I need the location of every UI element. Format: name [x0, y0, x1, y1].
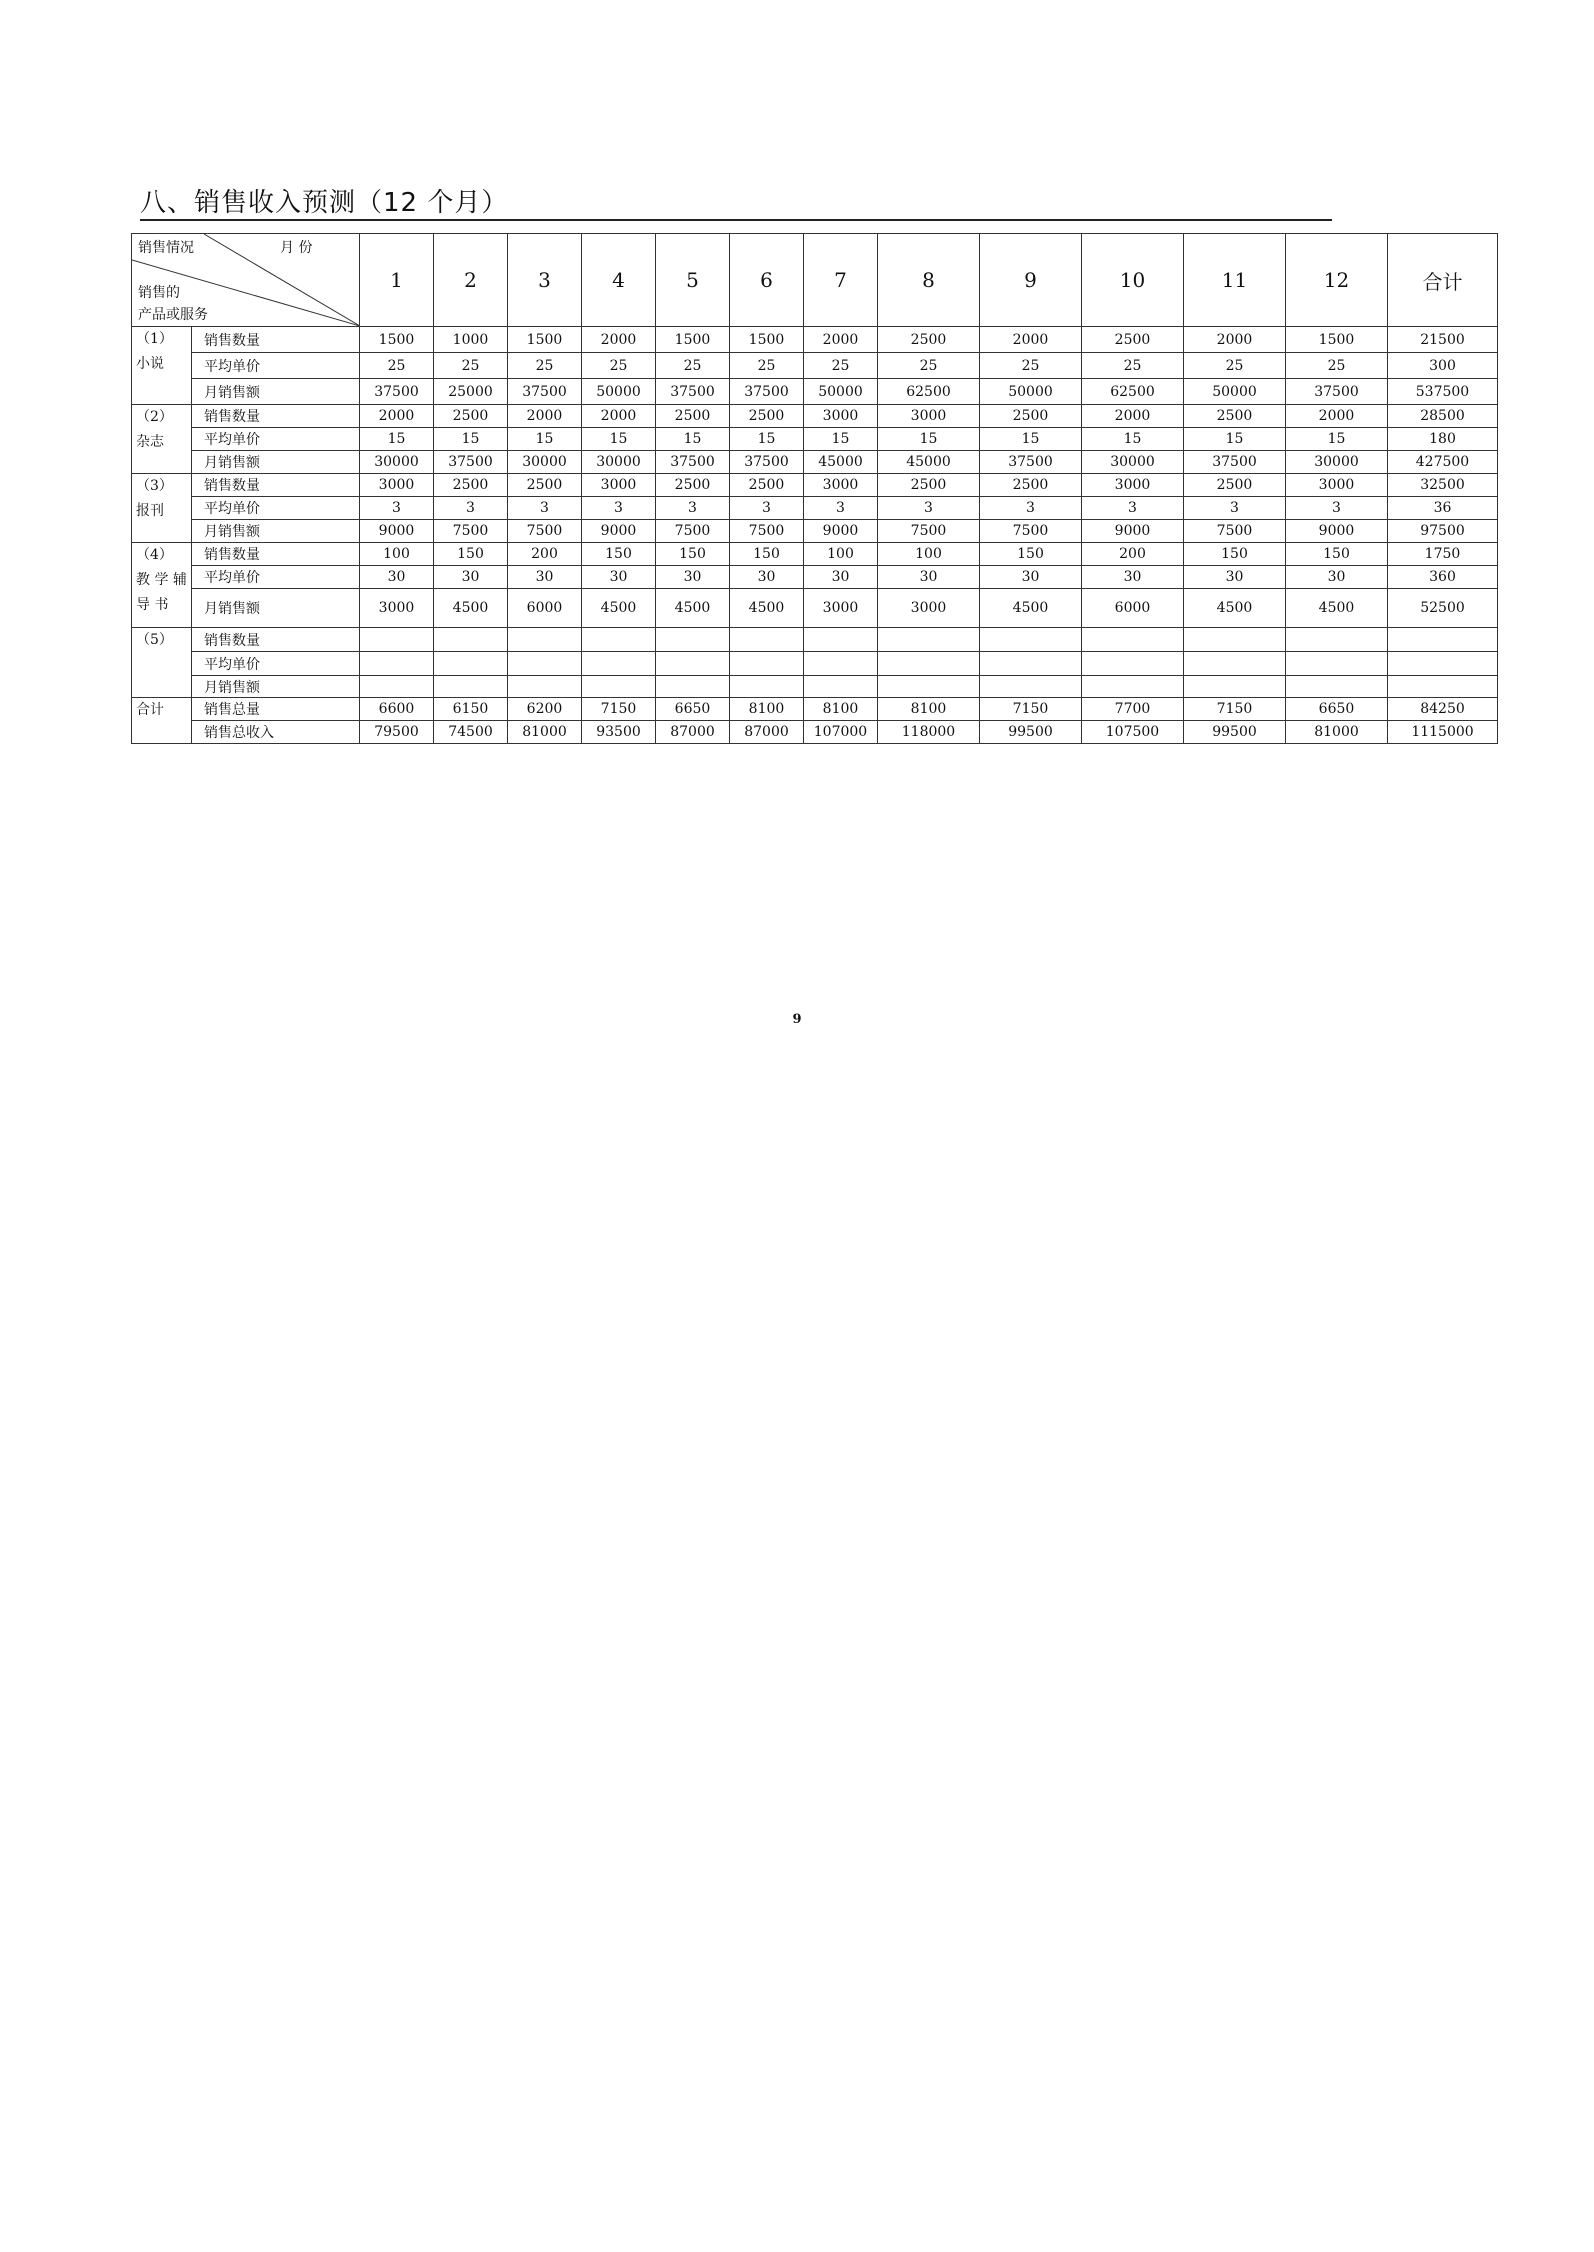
- value-cell: 30: [804, 566, 878, 589]
- total-cell: 427500: [1388, 451, 1498, 474]
- value-cell: 2500: [730, 405, 804, 428]
- total-cell: 360: [1388, 566, 1498, 589]
- value-cell: [730, 628, 804, 652]
- value-cell: [582, 676, 656, 698]
- value-cell: 15: [582, 428, 656, 451]
- value-cell: 1500: [730, 327, 804, 353]
- value-cell: [508, 676, 582, 698]
- total-cell: [1388, 652, 1498, 676]
- value-cell: 25: [582, 353, 656, 379]
- value-cell: [656, 652, 730, 676]
- value-cell: 3: [656, 497, 730, 520]
- row-label-cell: 月销售额: [192, 676, 360, 698]
- value-cell: 50000: [980, 379, 1082, 405]
- value-cell: 37500: [508, 379, 582, 405]
- value-cell: 150: [434, 543, 508, 566]
- value-cell: 3000: [804, 405, 878, 428]
- value-cell: 3: [508, 497, 582, 520]
- value-cell: 4500: [1286, 589, 1388, 628]
- value-cell: 99500: [1184, 721, 1286, 744]
- value-cell: 4500: [582, 589, 656, 628]
- value-cell: 45000: [878, 451, 980, 474]
- value-cell: [1082, 676, 1184, 698]
- header-products-line1: 销售的: [138, 285, 180, 301]
- value-cell: 118000: [878, 721, 980, 744]
- month-header-cell: 合计: [1388, 234, 1498, 327]
- value-cell: [656, 628, 730, 652]
- value-cell: 1500: [360, 327, 434, 353]
- value-cell: 4500: [980, 589, 1082, 628]
- table-header-row: [132, 234, 1498, 327]
- value-cell: 3: [434, 497, 508, 520]
- value-cell: 2500: [730, 474, 804, 497]
- value-cell: 6000: [508, 589, 582, 628]
- table-row: [132, 497, 1498, 520]
- value-cell: 9000: [804, 520, 878, 543]
- row-label-cell: 月销售额: [192, 589, 360, 628]
- value-cell: [804, 652, 878, 676]
- month-header-cell: 1: [360, 234, 434, 327]
- value-cell: 3000: [1286, 474, 1388, 497]
- value-cell: 30000: [1082, 451, 1184, 474]
- value-cell: [730, 652, 804, 676]
- value-cell: 25: [730, 353, 804, 379]
- value-cell: 100: [360, 543, 434, 566]
- value-cell: 7150: [1184, 698, 1286, 721]
- month-header-cell: 9: [980, 234, 1082, 327]
- value-cell: 6000: [1082, 589, 1184, 628]
- value-cell: [1286, 676, 1388, 698]
- value-cell: 3: [582, 497, 656, 520]
- value-cell: 2500: [878, 474, 980, 497]
- value-cell: 15: [730, 428, 804, 451]
- value-cell: 2500: [1184, 474, 1286, 497]
- table-row: [132, 698, 1498, 721]
- table-row: [132, 451, 1498, 474]
- month-header-cell: 8: [878, 234, 980, 327]
- value-cell: [1082, 652, 1184, 676]
- value-cell: [730, 676, 804, 698]
- total-cell: [1388, 628, 1498, 652]
- row-label-cell: 销售数量: [192, 628, 360, 652]
- value-cell: 6150: [434, 698, 508, 721]
- total-cell: [1388, 676, 1498, 698]
- value-cell: 3000: [804, 589, 878, 628]
- month-header-cell: 3: [508, 234, 582, 327]
- value-cell: 37500: [434, 451, 508, 474]
- total-cell: 180: [1388, 428, 1498, 451]
- table-row: [132, 543, 1498, 566]
- month-header-cell: 12: [1286, 234, 1388, 327]
- value-cell: [434, 628, 508, 652]
- value-cell: 9000: [1082, 520, 1184, 543]
- value-cell: 1500: [656, 327, 730, 353]
- value-cell: 3: [730, 497, 804, 520]
- value-cell: [980, 628, 1082, 652]
- value-cell: 37500: [980, 451, 1082, 474]
- value-cell: 25: [434, 353, 508, 379]
- value-cell: 150: [582, 543, 656, 566]
- header-sales-status: 销售情况: [138, 240, 194, 256]
- table-row: [132, 405, 1498, 428]
- value-cell: 87000: [656, 721, 730, 744]
- value-cell: 81000: [1286, 721, 1388, 744]
- total-cell: 300: [1388, 353, 1498, 379]
- value-cell: 3000: [582, 474, 656, 497]
- value-cell: 2000: [582, 405, 656, 428]
- value-cell: 30000: [582, 451, 656, 474]
- value-cell: 3: [1286, 497, 1388, 520]
- table-row: [132, 721, 1498, 744]
- value-cell: 30: [434, 566, 508, 589]
- total-cell: 28500: [1388, 405, 1498, 428]
- value-cell: 15: [656, 428, 730, 451]
- sales-forecast-table: [131, 233, 1498, 744]
- value-cell: 150: [730, 543, 804, 566]
- row-label-cell: 销售数量: [192, 405, 360, 428]
- month-header-cell: 10: [1082, 234, 1184, 327]
- value-cell: 200: [508, 543, 582, 566]
- value-cell: 3: [804, 497, 878, 520]
- total-cell: 1750: [1388, 543, 1498, 566]
- value-cell: 30000: [360, 451, 434, 474]
- value-cell: 7500: [508, 520, 582, 543]
- month-header-cell: 11: [1184, 234, 1286, 327]
- month-header-cell: 6: [730, 234, 804, 327]
- value-cell: 9000: [1286, 520, 1388, 543]
- value-cell: 6200: [508, 698, 582, 721]
- value-cell: 30: [656, 566, 730, 589]
- value-cell: 25: [980, 353, 1082, 379]
- value-cell: 3000: [360, 589, 434, 628]
- value-cell: 15: [878, 428, 980, 451]
- value-cell: 15: [1082, 428, 1184, 451]
- value-cell: 2000: [508, 405, 582, 428]
- table-row: [132, 379, 1498, 405]
- product-group-cell: 合计: [132, 698, 192, 744]
- value-cell: 2500: [508, 474, 582, 497]
- row-label-cell: 销售数量: [192, 543, 360, 566]
- value-cell: 150: [1286, 543, 1388, 566]
- value-cell: 9000: [360, 520, 434, 543]
- value-cell: 30: [582, 566, 656, 589]
- value-cell: 3000: [1082, 474, 1184, 497]
- value-cell: 2500: [434, 474, 508, 497]
- table-row: [132, 520, 1498, 543]
- diagonal-header-cell: [132, 234, 360, 327]
- product-group-cell: （3） 报刊: [132, 474, 192, 543]
- value-cell: 2500: [656, 474, 730, 497]
- value-cell: 15: [508, 428, 582, 451]
- value-cell: 9000: [582, 520, 656, 543]
- value-cell: 25: [1286, 353, 1388, 379]
- value-cell: 25000: [434, 379, 508, 405]
- value-cell: 25: [508, 353, 582, 379]
- value-cell: 6650: [1286, 698, 1388, 721]
- value-cell: 100: [878, 543, 980, 566]
- value-cell: 37500: [1184, 451, 1286, 474]
- value-cell: [878, 652, 980, 676]
- table-row: [132, 589, 1498, 628]
- value-cell: [582, 652, 656, 676]
- total-cell: 1115000: [1388, 721, 1498, 744]
- table-row: [132, 327, 1498, 353]
- value-cell: 7500: [1184, 520, 1286, 543]
- product-group-cell: （5）: [132, 628, 192, 698]
- value-cell: 8100: [730, 698, 804, 721]
- value-cell: 62500: [1082, 379, 1184, 405]
- value-cell: 15: [980, 428, 1082, 451]
- value-cell: 2500: [1184, 405, 1286, 428]
- value-cell: 15: [1286, 428, 1388, 451]
- total-cell: 52500: [1388, 589, 1498, 628]
- value-cell: 3: [980, 497, 1082, 520]
- value-cell: 4500: [656, 589, 730, 628]
- value-cell: [508, 628, 582, 652]
- title-underline: [140, 219, 1332, 221]
- value-cell: [1286, 628, 1388, 652]
- header-month: 月 份: [280, 240, 313, 256]
- value-cell: [360, 676, 434, 698]
- value-cell: [804, 628, 878, 652]
- total-cell: 97500: [1388, 520, 1498, 543]
- value-cell: 1000: [434, 327, 508, 353]
- month-header-cell: 5: [656, 234, 730, 327]
- header-products-line2: 产品或服务: [138, 307, 208, 323]
- value-cell: [1184, 652, 1286, 676]
- table-row: [132, 428, 1498, 451]
- row-label-cell: 平均单价: [192, 353, 360, 379]
- value-cell: [1286, 652, 1388, 676]
- value-cell: 74500: [434, 721, 508, 744]
- table-row: [132, 474, 1498, 497]
- page-title: 八、销售收入预测（12 个月）: [140, 188, 509, 218]
- value-cell: 107500: [1082, 721, 1184, 744]
- value-cell: 3000: [878, 589, 980, 628]
- month-header-cell: 2: [434, 234, 508, 327]
- value-cell: 30: [1082, 566, 1184, 589]
- row-label-cell: 销售总收入: [192, 721, 360, 744]
- total-cell: 21500: [1388, 327, 1498, 353]
- row-label-cell: 月销售额: [192, 520, 360, 543]
- value-cell: 50000: [582, 379, 656, 405]
- row-label-cell: 平均单价: [192, 652, 360, 676]
- value-cell: 50000: [804, 379, 878, 405]
- value-cell: 2500: [1082, 327, 1184, 353]
- value-cell: 1500: [1286, 327, 1388, 353]
- value-cell: [582, 628, 656, 652]
- value-cell: 30: [1184, 566, 1286, 589]
- value-cell: 7500: [980, 520, 1082, 543]
- value-cell: 3000: [804, 474, 878, 497]
- value-cell: [656, 676, 730, 698]
- month-header-cell: 7: [804, 234, 878, 327]
- value-cell: 150: [1184, 543, 1286, 566]
- value-cell: 37500: [360, 379, 434, 405]
- value-cell: 6600: [360, 698, 434, 721]
- value-cell: 7700: [1082, 698, 1184, 721]
- value-cell: 81000: [508, 721, 582, 744]
- value-cell: 25: [1184, 353, 1286, 379]
- value-cell: 30000: [1286, 451, 1388, 474]
- table-row: [132, 652, 1498, 676]
- page-number: 9: [792, 1012, 802, 1027]
- value-cell: 30: [980, 566, 1082, 589]
- table-row: [132, 353, 1498, 379]
- value-cell: [360, 628, 434, 652]
- value-cell: 15: [434, 428, 508, 451]
- value-cell: 2000: [1082, 405, 1184, 428]
- value-cell: [434, 652, 508, 676]
- table-row: [132, 566, 1498, 589]
- value-cell: 3: [878, 497, 980, 520]
- value-cell: 1500: [508, 327, 582, 353]
- value-cell: 25: [656, 353, 730, 379]
- value-cell: [1184, 676, 1286, 698]
- value-cell: 30: [360, 566, 434, 589]
- value-cell: 2000: [1286, 405, 1388, 428]
- value-cell: 2000: [360, 405, 434, 428]
- value-cell: 8100: [878, 698, 980, 721]
- value-cell: 25: [360, 353, 434, 379]
- value-cell: [980, 652, 1082, 676]
- value-cell: [878, 676, 980, 698]
- value-cell: 6650: [656, 698, 730, 721]
- value-cell: 2500: [980, 474, 1082, 497]
- total-cell: 84250: [1388, 698, 1498, 721]
- value-cell: 25: [878, 353, 980, 379]
- value-cell: [360, 652, 434, 676]
- value-cell: 37500: [656, 451, 730, 474]
- value-cell: 2000: [804, 327, 878, 353]
- value-cell: 30: [730, 566, 804, 589]
- product-group-cell: （1） 小说: [132, 327, 192, 405]
- value-cell: 37500: [730, 379, 804, 405]
- value-cell: 3: [360, 497, 434, 520]
- total-cell: 36: [1388, 497, 1498, 520]
- value-cell: 15: [1184, 428, 1286, 451]
- value-cell: 2500: [878, 327, 980, 353]
- value-cell: [980, 676, 1082, 698]
- value-cell: 15: [804, 428, 878, 451]
- row-label-cell: 平均单价: [192, 497, 360, 520]
- value-cell: 7150: [582, 698, 656, 721]
- total-cell: 537500: [1388, 379, 1498, 405]
- row-label-cell: 销售数量: [192, 327, 360, 353]
- row-label-cell: 月销售额: [192, 379, 360, 405]
- value-cell: 7500: [730, 520, 804, 543]
- value-cell: 30000: [508, 451, 582, 474]
- value-cell: 37500: [1286, 379, 1388, 405]
- value-cell: 37500: [656, 379, 730, 405]
- row-label-cell: 月销售额: [192, 451, 360, 474]
- value-cell: 100: [804, 543, 878, 566]
- value-cell: 30: [508, 566, 582, 589]
- value-cell: [804, 676, 878, 698]
- value-cell: 7150: [980, 698, 1082, 721]
- value-cell: 7500: [656, 520, 730, 543]
- row-label-cell: 销售总量: [192, 698, 360, 721]
- value-cell: 7500: [878, 520, 980, 543]
- total-cell: 32500: [1388, 474, 1498, 497]
- value-cell: 3: [1082, 497, 1184, 520]
- product-group-cell: （4） 教 学 辅 导 书: [132, 543, 192, 628]
- value-cell: 62500: [878, 379, 980, 405]
- value-cell: 93500: [582, 721, 656, 744]
- row-label-cell: 平均单价: [192, 566, 360, 589]
- value-cell: 7500: [434, 520, 508, 543]
- table-row: [132, 628, 1498, 652]
- value-cell: 99500: [980, 721, 1082, 744]
- value-cell: 3000: [878, 405, 980, 428]
- value-cell: 87000: [730, 721, 804, 744]
- table-row: [132, 676, 1498, 698]
- value-cell: 2500: [980, 405, 1082, 428]
- value-cell: 2000: [582, 327, 656, 353]
- row-label-cell: 平均单价: [192, 428, 360, 451]
- value-cell: [1184, 628, 1286, 652]
- value-cell: 37500: [730, 451, 804, 474]
- value-cell: 3: [1184, 497, 1286, 520]
- value-cell: 30: [1286, 566, 1388, 589]
- value-cell: 50000: [1184, 379, 1286, 405]
- value-cell: 2500: [656, 405, 730, 428]
- value-cell: 25: [804, 353, 878, 379]
- value-cell: 15: [360, 428, 434, 451]
- value-cell: 2000: [980, 327, 1082, 353]
- value-cell: 4500: [1184, 589, 1286, 628]
- row-label-cell: 销售数量: [192, 474, 360, 497]
- value-cell: 4500: [730, 589, 804, 628]
- value-cell: 107000: [804, 721, 878, 744]
- month-header-cell: 4: [582, 234, 656, 327]
- value-cell: 2000: [1184, 327, 1286, 353]
- value-cell: 8100: [804, 698, 878, 721]
- value-cell: 79500: [360, 721, 434, 744]
- product-group-cell: （2） 杂志: [132, 405, 192, 474]
- value-cell: 45000: [804, 451, 878, 474]
- value-cell: 150: [656, 543, 730, 566]
- value-cell: 200: [1082, 543, 1184, 566]
- value-cell: [878, 628, 980, 652]
- value-cell: 150: [980, 543, 1082, 566]
- value-cell: [434, 676, 508, 698]
- value-cell: [508, 652, 582, 676]
- value-cell: 4500: [434, 589, 508, 628]
- value-cell: 30: [878, 566, 980, 589]
- value-cell: 2500: [434, 405, 508, 428]
- value-cell: 25: [1082, 353, 1184, 379]
- value-cell: [1082, 628, 1184, 652]
- value-cell: 3000: [360, 474, 434, 497]
